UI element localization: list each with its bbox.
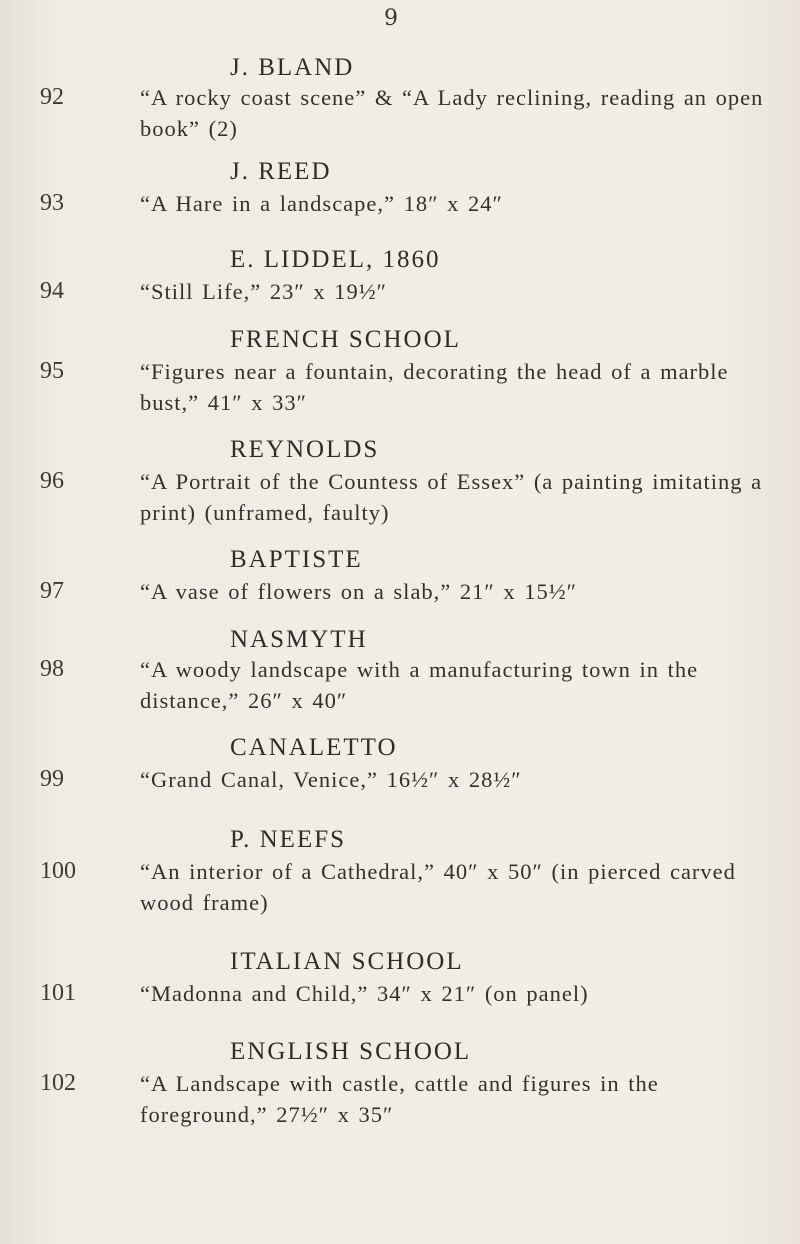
lot-number: 96 xyxy=(40,468,64,494)
lot-number: 99 xyxy=(40,766,64,792)
lot-description: “A woody landscape with a manufacturing town in the distance,” 26″ x 40″ xyxy=(140,657,699,713)
lot-description: “A Portrait of the Countess of Essex” (a painting imitating a print) (unframed, faulty) xyxy=(140,469,763,525)
lot-description: “Madonna and Child,” 34″ x 21″ (on panel) xyxy=(140,981,589,1006)
lot-description: “Still Life,” 23″ x 19½″ xyxy=(140,279,387,304)
lot-number: 92 xyxy=(40,84,64,110)
lot-description: “A rocky coast scene” & “A Lady reclining, reading an open book” (2) xyxy=(140,85,764,141)
artist-name: FRENCH SCHOOL xyxy=(230,326,461,353)
artist-name: NASMYTH xyxy=(230,626,368,653)
page-number: 9 xyxy=(384,6,398,31)
lot-number: 100 xyxy=(40,858,76,884)
lot-number: 102 xyxy=(40,1070,76,1096)
lot-number: 101 xyxy=(40,980,76,1006)
artist-name: BAPTISTE xyxy=(230,546,363,573)
artist-name: P. NEEFS xyxy=(230,826,347,853)
artist-name: J. BLAND xyxy=(230,54,355,81)
artist-name: J. REED xyxy=(230,158,332,185)
lot-number: 98 xyxy=(40,656,64,682)
artist-name: REYNOLDS xyxy=(230,436,380,463)
lot-description: “A Hare in a landscape,” 18″ x 24″ xyxy=(140,191,503,216)
artist-name: ENGLISH SCHOOL xyxy=(230,1038,472,1065)
lot-number: 97 xyxy=(40,578,64,604)
lot-number: 94 xyxy=(40,278,64,304)
lot-description: “A vase of flowers on a slab,” 21″ x 15½″ xyxy=(140,579,578,604)
lot-description: “Grand Canal, Venice,” 16½″ x 28½″ xyxy=(140,767,522,792)
artist-name: CANALETTO xyxy=(230,734,398,761)
artist-name: ITALIAN SCHOOL xyxy=(230,948,464,975)
lot-description: “A Landscape with castle, cattle and figures in the foreground,” 27½″ x 35″ xyxy=(140,1071,659,1127)
lot-number: 95 xyxy=(40,358,64,384)
lot-number: 93 xyxy=(40,190,64,216)
lot-description: “An interior of a Cathedral,” 40″ x 50″ (in pierced carved wood frame) xyxy=(140,859,736,915)
lot-description: “Figures near a fountain, decorating the head of a marble bust,” 41″ x 33″ xyxy=(140,359,729,415)
artist-name: E. LIDDEL, 1860 xyxy=(230,246,441,273)
